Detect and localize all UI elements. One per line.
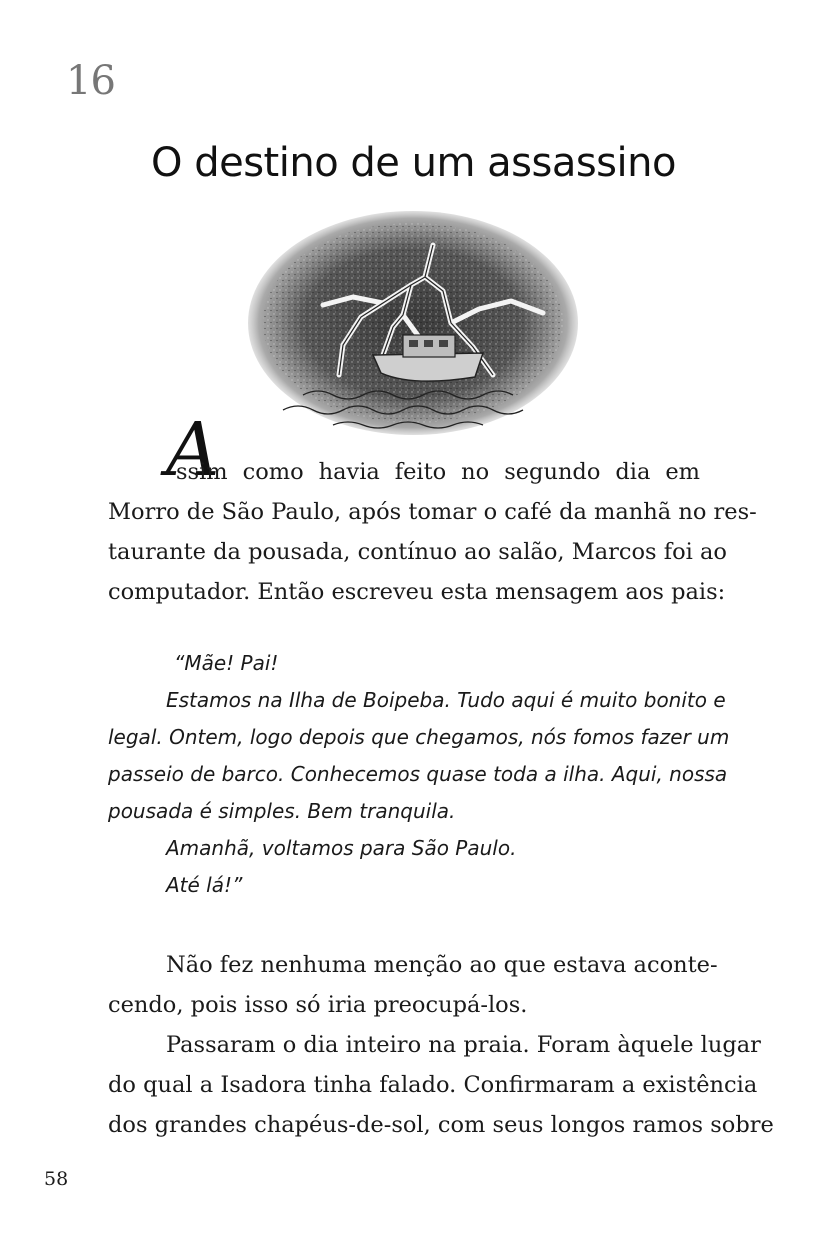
- paragraph-2-line: Não fez nenhuma menção ao que estava aconte-: [166, 952, 718, 978]
- paragraph-1-line: taurante da pousada, contínuo ao salão, Marcos foi ao: [108, 539, 727, 565]
- storm-boat-illustration-icon: [243, 205, 583, 450]
- letter-line: Estamos na Ilha de Boipeba. Tudo aqui é muito bonito e: [166, 688, 726, 712]
- letter-block: [108, 645, 730, 904]
- chapter-title: O destino de um assassino: [151, 140, 676, 186]
- paragraph-1: [108, 452, 757, 612]
- paragraph-3-line: Passaram o dia inteiro na praia. Foram àquele lugar: [166, 1032, 761, 1058]
- paragraph-3-line: dos grandes chapéus-de-sol, com seus longos ramos sobre: [108, 1112, 774, 1138]
- paragraph-3-line: do qual a Isadora tinha falado. Confirmaram a existência: [108, 1072, 758, 1098]
- drop-cap: A: [166, 407, 220, 493]
- letter-line: Amanhã, voltamos para São Paulo.: [166, 836, 517, 860]
- letter-line: “Mãe! Pai!: [174, 651, 279, 675]
- letter-line: Até lá!”: [166, 873, 243, 897]
- page-number: 58: [44, 1168, 69, 1190]
- paragraph-1-line: ssim como havia feito no segundo dia em: [176, 459, 700, 485]
- letter-line: passeio de barco. Conhecemos quase toda a ilha. Aqui, nossa: [108, 762, 728, 786]
- paragraph-1-line: Morro de São Paulo, após tomar o café da manhã no res-: [108, 499, 757, 525]
- letter-line: pousada é simples. Bem tranquila.: [108, 799, 456, 823]
- paragraph-2: [108, 945, 774, 1145]
- chapter-number: 16: [66, 58, 115, 104]
- letter-line: legal. Ontem, logo depois que chegamos, nós fomos fazer um: [108, 725, 730, 749]
- paragraph-2-line: cendo, pois isso só iria preocupá-los.: [108, 992, 528, 1018]
- paragraph-1-line: computador. Então escreveu esta mensagem aos pais:: [108, 579, 726, 605]
